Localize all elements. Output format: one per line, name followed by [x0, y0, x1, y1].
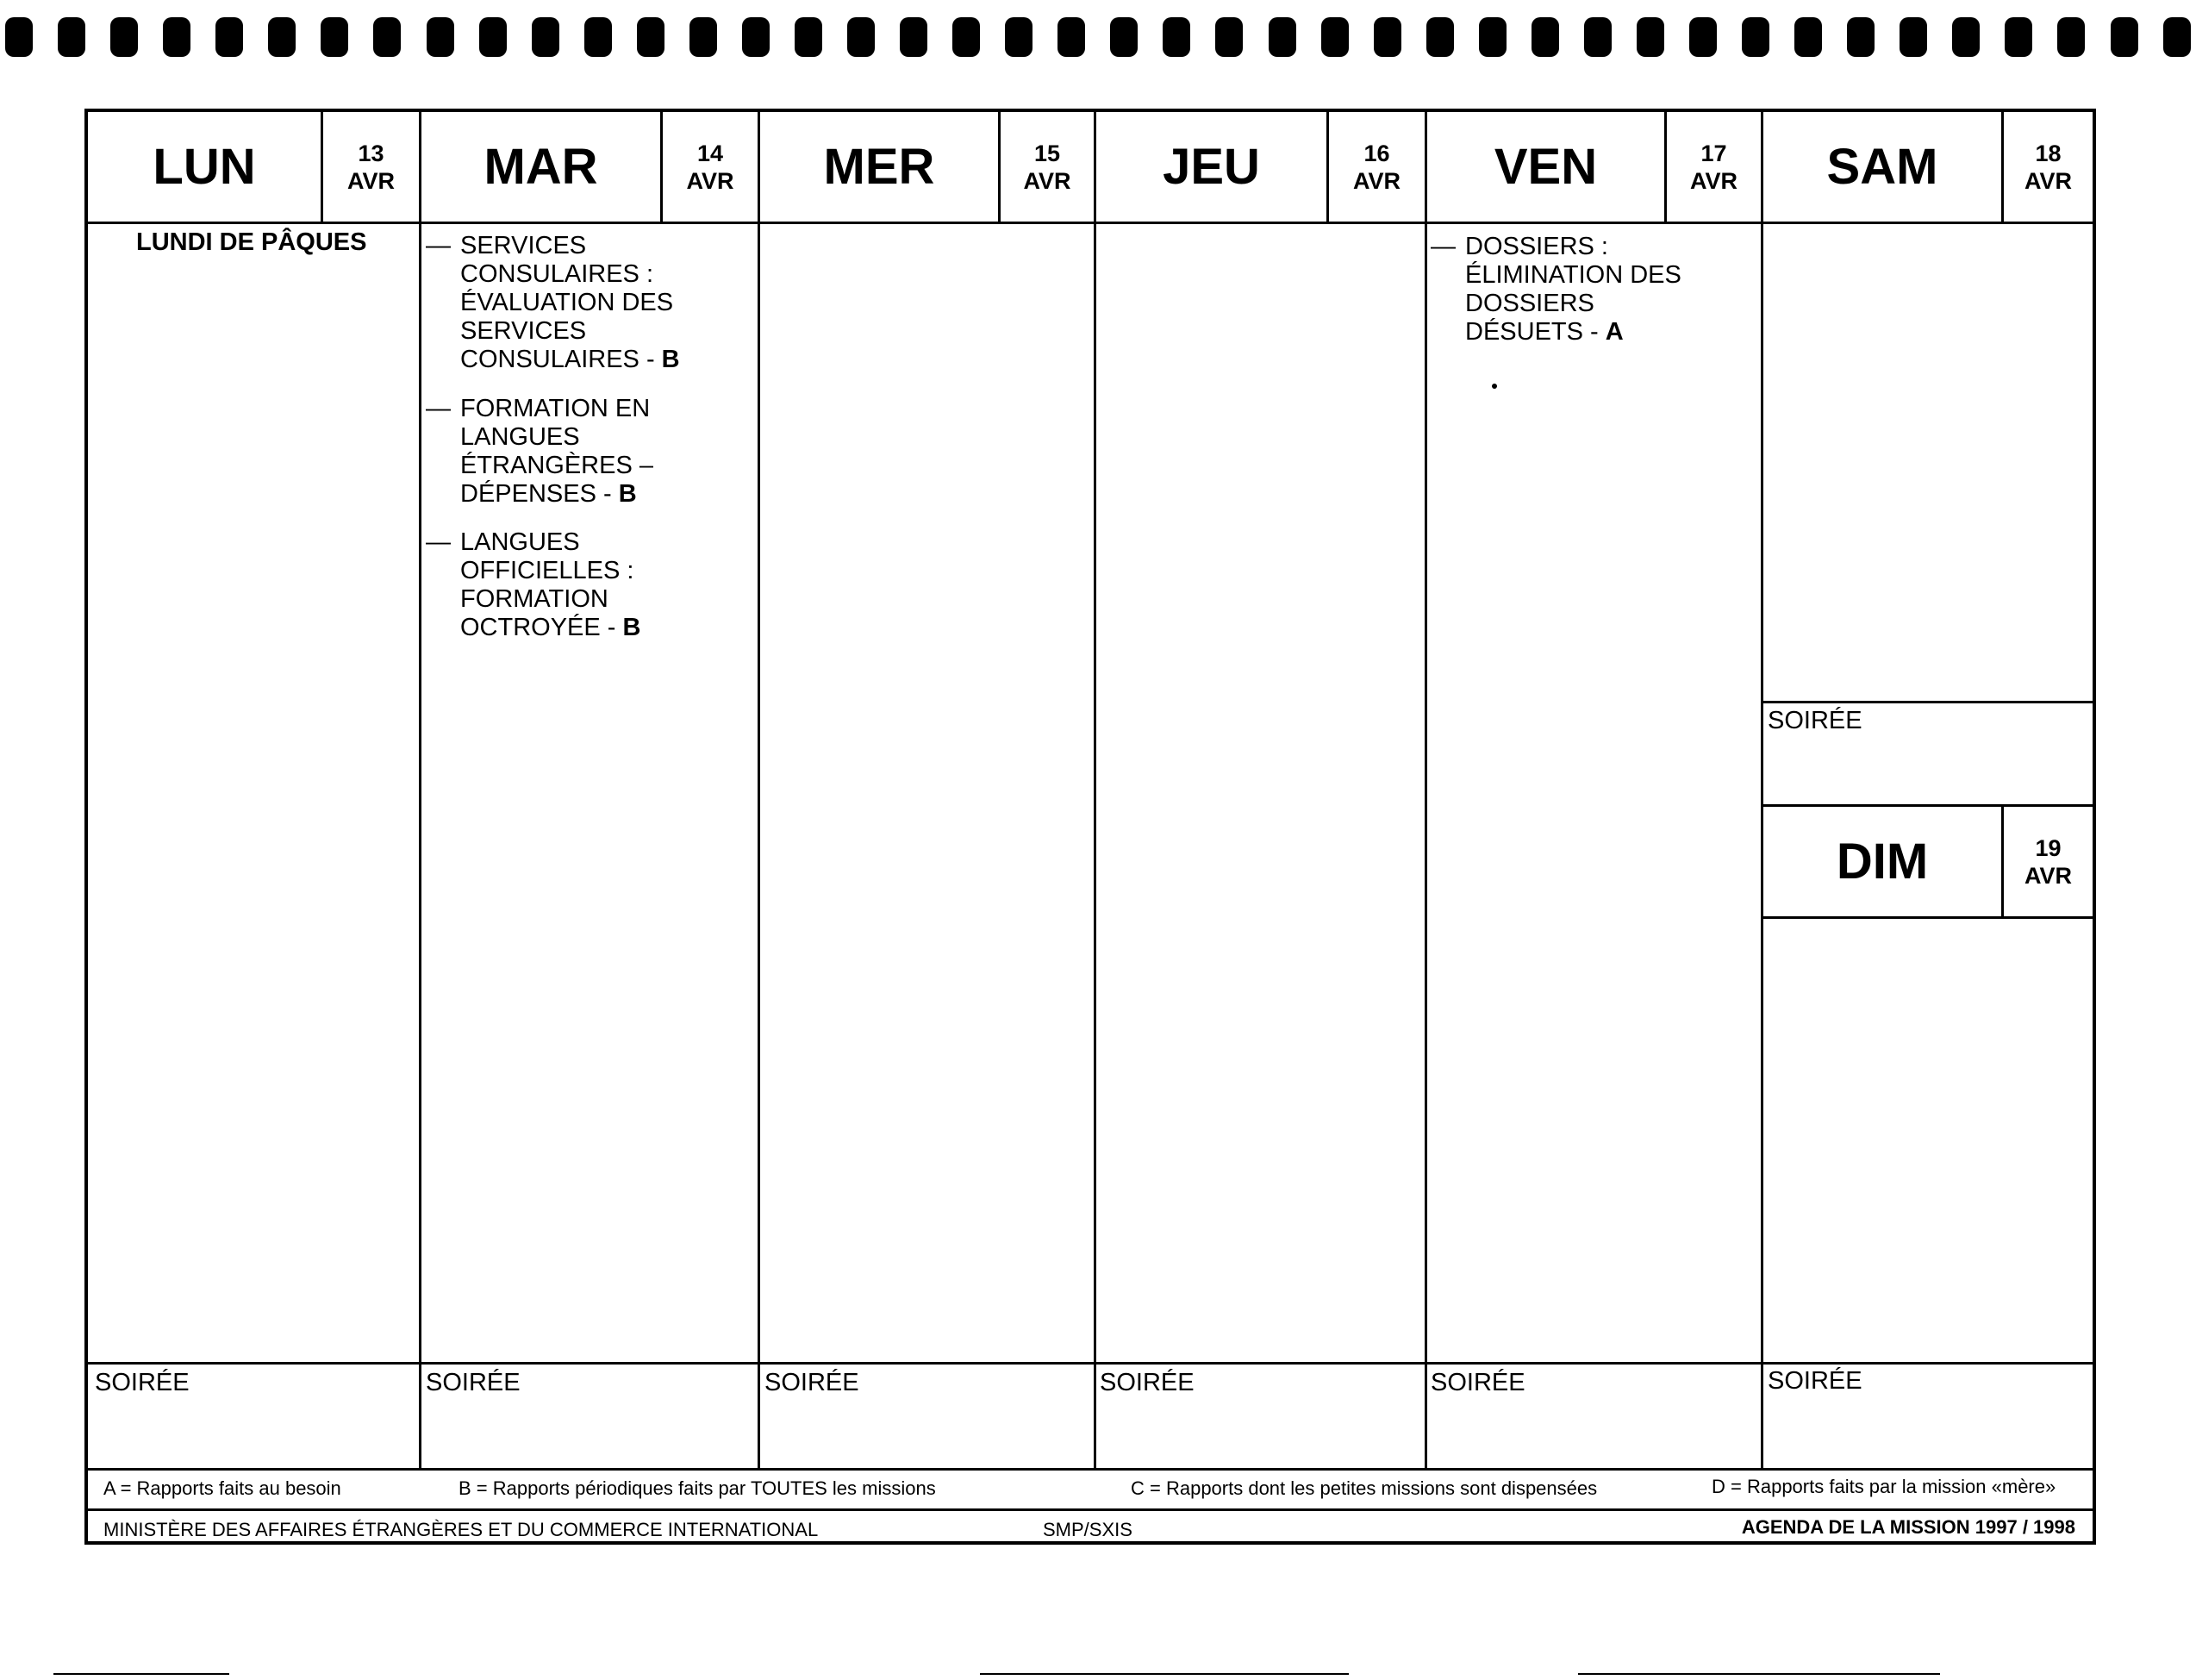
- binding-hole: [1426, 17, 1454, 57]
- day-name-ven: VEN: [1494, 139, 1598, 195]
- footer-ministry: MINISTÈRE DES AFFAIRES ÉTRANGÈRES ET DU COMMERCE INTERNATIONAL: [103, 1519, 819, 1540]
- col-divider: [419, 112, 421, 1468]
- day-date-dim: [2004, 807, 2093, 916]
- binding-hole: [1794, 17, 1822, 57]
- date-number: 13: [358, 140, 384, 166]
- date-month: AVR: [2024, 862, 2072, 889]
- date-month: AVR: [1689, 167, 1737, 194]
- date-number: 17: [1700, 140, 1727, 166]
- binding-hole: [742, 17, 770, 57]
- date-number: 15: [1033, 140, 1061, 166]
- sam-soiree-rule: [1761, 701, 2093, 703]
- entry-code: B: [661, 346, 680, 373]
- soiree-ven: SOIRÉE: [1431, 1369, 1525, 1396]
- entry-dash: —: [426, 528, 451, 556]
- agenda-entry: [1431, 233, 1758, 347]
- binding-hole: [847, 17, 875, 57]
- col-divider: [758, 112, 760, 1468]
- binding-hole: [795, 17, 822, 57]
- entry-dash: —: [426, 232, 451, 259]
- entry-code: B: [618, 480, 637, 508]
- binding-hole: [1952, 17, 1980, 57]
- entry-text: SERVICES CONSULAIRES : ÉVALUATION DES SERVICES CONSULAIRES -: [460, 232, 674, 373]
- footer-agenda-title: AGENDA DE LA MISSION 1997 / 1998: [1741, 1516, 2075, 1538]
- binding-hole: [2163, 17, 2191, 57]
- legend-c: C = Rapports dont les petites missions sont dispensées: [1131, 1477, 1598, 1499]
- binding-holes: [5, 17, 2191, 57]
- binding-hole: [2057, 17, 2085, 57]
- header-rule: [88, 222, 2093, 224]
- binding-hole: [1742, 17, 1769, 57]
- binding-hole: [1847, 17, 1875, 57]
- day-date-sam: [2004, 112, 2093, 222]
- binding-hole: [689, 17, 717, 57]
- date-month: AVR: [2024, 167, 2072, 194]
- entry-text: LANGUES OFFICIELLES : FORMATION OCTROYÉE -: [460, 528, 634, 641]
- page-edge-line: [980, 1673, 1349, 1675]
- binding-hole: [373, 17, 401, 57]
- binding-hole: [321, 17, 348, 57]
- binding-hole: [1321, 17, 1349, 57]
- legend-d: D = Rapports faits par la mission «mère»: [1712, 1476, 2056, 1497]
- col-divider: [1425, 112, 1427, 1468]
- binding-hole: [952, 17, 980, 57]
- footer-code: SMP/SXIS: [1043, 1519, 1132, 1540]
- binding-hole: [2005, 17, 2032, 57]
- holiday-label: LUNDI DE PÂQUES: [136, 228, 367, 256]
- day-name-mar: MAR: [483, 139, 598, 195]
- date-number: 16: [1363, 140, 1390, 166]
- binding-hole: [1163, 17, 1190, 57]
- binding-hole: [1374, 17, 1401, 57]
- binding-hole: [5, 17, 33, 57]
- soiree-sam: SOIRÉE: [1768, 707, 1862, 734]
- date-month: AVR: [1352, 167, 1401, 194]
- binding-hole: [1532, 17, 1559, 57]
- soiree-lun: SOIRÉE: [95, 1369, 190, 1396]
- agenda-entry: [426, 232, 753, 374]
- binding-hole: [1110, 17, 1138, 57]
- date-number: 14: [696, 140, 724, 166]
- soiree-jeu: SOIRÉE: [1100, 1369, 1195, 1396]
- soiree-dim: SOIRÉE: [1768, 1367, 1862, 1395]
- binding-hole: [110, 17, 138, 57]
- binding-hole: [268, 17, 296, 57]
- day-date-mer: [1001, 112, 1094, 222]
- soiree-mer: SOIRÉE: [764, 1369, 859, 1396]
- entry-code: A: [1605, 318, 1624, 346]
- day-name-lun: LUN: [153, 139, 256, 195]
- legend-a: A = Rapports faits au besoin: [103, 1477, 341, 1499]
- day-name-sam: SAM: [1826, 139, 1938, 195]
- binding-hole: [1689, 17, 1717, 57]
- binding-hole: [479, 17, 507, 57]
- page-edge-line: [53, 1673, 229, 1675]
- day-name-jeu: JEU: [1163, 139, 1260, 195]
- day-date-mar: [663, 112, 758, 222]
- binding-hole: [427, 17, 454, 57]
- binding-hole: [1637, 17, 1664, 57]
- entry-text: FORMATION EN LANGUES ÉTRANGÈRES – DÉPENSES -: [460, 395, 653, 508]
- binding-hole: [215, 17, 243, 57]
- entry-dash: —: [1431, 233, 1456, 260]
- binding-hole: [1057, 17, 1085, 57]
- binding-hole: [163, 17, 190, 57]
- soiree-mar: SOIRÉE: [426, 1369, 521, 1396]
- day-date-lun: [323, 112, 419, 222]
- day-name-mer: MER: [823, 139, 935, 195]
- binding-hole: [584, 17, 612, 57]
- date-number: 18: [2035, 140, 2062, 166]
- binding-hole: [58, 17, 85, 57]
- footer-rule: [88, 1508, 2093, 1511]
- binding-hole: [1005, 17, 1032, 57]
- binding-hole: [1584, 17, 1612, 57]
- binding-hole: [1215, 17, 1243, 57]
- day-name-dim: DIM: [1836, 834, 1929, 890]
- date-month: AVR: [686, 167, 734, 194]
- binding-hole: [1479, 17, 1507, 57]
- agenda-entry: [426, 395, 753, 509]
- dim-header-bottom-rule: [1761, 916, 2093, 919]
- col-divider: [1094, 112, 1096, 1468]
- agenda-entry: [426, 528, 753, 642]
- col-divider: [1761, 112, 1763, 1468]
- soiree-rule: [88, 1362, 2093, 1365]
- entry-text: DOSSIERS : ÉLIMINATION DES DOSSIERS DÉSUETS -: [1465, 233, 1681, 346]
- binding-hole: [2111, 17, 2138, 57]
- binding-hole: [1269, 17, 1296, 57]
- date-month: AVR: [346, 167, 395, 194]
- day-date-ven: [1667, 112, 1761, 222]
- entry-dash: —: [426, 395, 451, 422]
- date-month: AVR: [1023, 167, 1071, 194]
- agenda-frame: [84, 109, 2096, 1545]
- legend-top-rule: [88, 1468, 2093, 1471]
- binding-hole: [532, 17, 559, 57]
- binding-hole: [900, 17, 927, 57]
- page-edge-line: [1578, 1673, 1940, 1675]
- legend-b: B = Rapports périodiques faits par TOUTES les missions: [459, 1477, 936, 1499]
- date-number: 19: [2035, 834, 2062, 861]
- bullet-mark: [1492, 384, 1497, 389]
- binding-hole: [637, 17, 664, 57]
- binding-hole: [1900, 17, 1927, 57]
- day-date-jeu: [1329, 112, 1425, 222]
- entry-code: B: [622, 614, 641, 641]
